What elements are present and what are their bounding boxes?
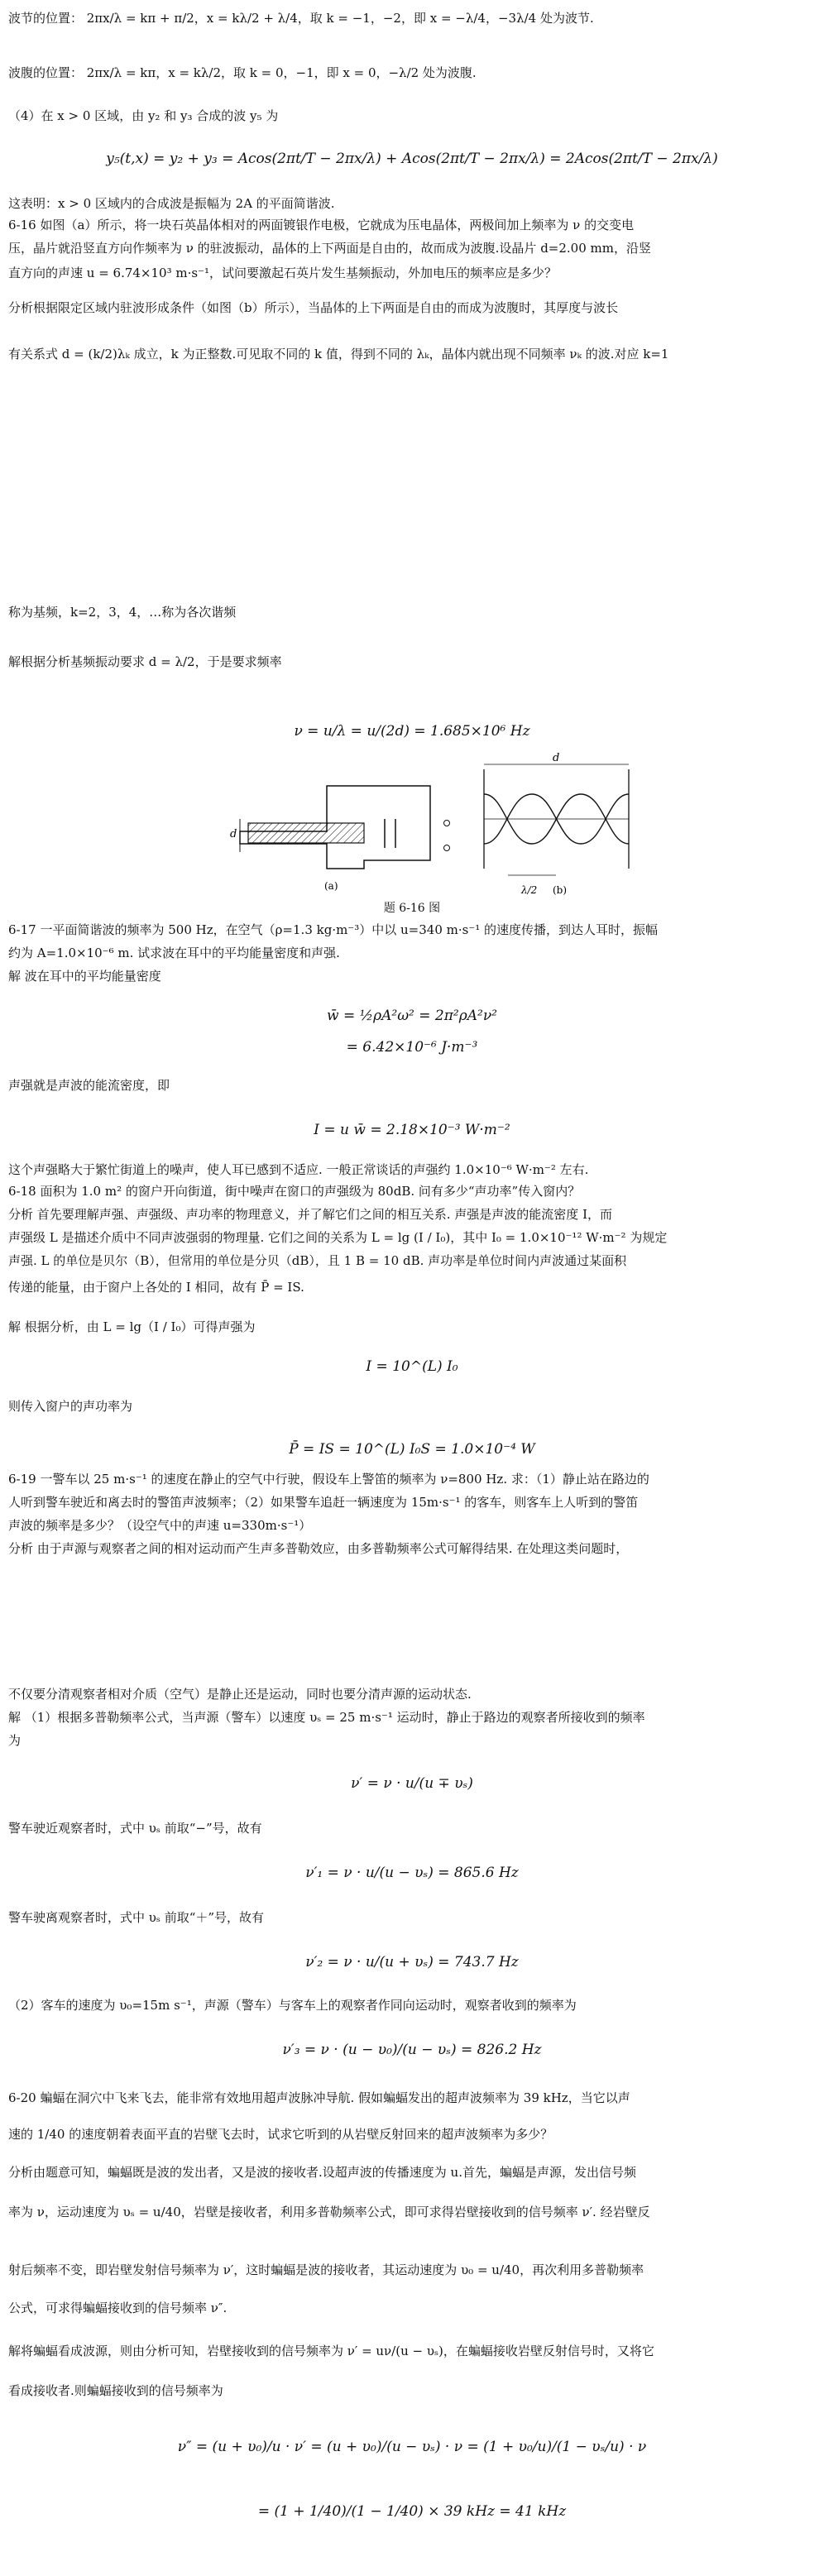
text-line: 波节的位置： 2πx/λ = kπ + π/2，x = kλ/2 + λ/4，取 k = −1，−2，即 x = −λ/4，−3λ/4 处为波节.: [8, 11, 594, 26]
equation-line: ν′₁ = ν · u/(u − υₛ) = 865.6 Hz: [305, 1865, 519, 1881]
text-line: 率为 ν，运动速度为 υₛ = u/40，岩壁是接收者，利用多普勒频率公式，即可求得岩壁接收到的信号频率 ν′. 经岩壁反: [8, 2205, 650, 2219]
text-line: 公式，可求得蝙蝠接收到的信号频率 ν″.: [8, 2301, 228, 2315]
text-line: 警车驶近观察者时，式中 υₛ 前取“−”号，故有: [8, 1821, 262, 1836]
text-line: 分析由题意可知，蝙蝠既是波的发出者，又是波的接收者.设超声波的传播速度为 u.首先，蝙蝠是声源，发出信号频: [8, 2165, 636, 2180]
equation-line: ν″ = (u + υ₀)/u · ν′ = (u + υ₀)/(u − υₛ) · ν = (1 + υ₀/u)/(1 − υₛ/u) · ν: [177, 2439, 647, 2455]
text-line: 压，晶片就沿竖直方向作频率为 ν 的驻波振动，晶体的上下两面是自由的，故而成为波腹.设晶片 d=2.00 mm，沿竖: [8, 241, 651, 256]
label-d-b: d: [553, 752, 560, 764]
text-line: 为: [8, 1733, 22, 1748]
text-line: 人听到警车驶近和离去时的警笛声波频率；（2）如果警车追赶一辆速度为 15m·s⁻¹ 的客车，则客车上人听到的警笛: [8, 1495, 639, 1510]
figure-a: [230, 786, 450, 892]
text-line: 声强就是声波的能流密度，即: [8, 1078, 170, 1093]
text-line: 解 根据分析，由 L = lg（I / I₀）可得声强为: [8, 1319, 256, 1334]
equation-line: = (1 + 1/40)/(1 − 1/40) × 39 kHz = 41 kHz: [257, 2503, 567, 2520]
text-line: 看成接收者.则蝙蝠接收到的信号频率为: [8, 2383, 223, 2398]
text-line: 传递的能量，由于窗户上各处的 I 相同，故有 P̄ = IS.: [8, 1280, 304, 1295]
text-line: 6-17 一平面简谐波的频率为 500 Hz，在空气（ρ=1.3 kg·m⁻³）中以 u=340 m·s⁻¹ 的速度传播，到达人耳时，振幅: [8, 922, 659, 937]
text-line: 解将蝙蝠看成波源，则由分析可知，岩壁接收到的信号频率为 ν′ = uν/(u − υₛ)，在蝙蝠接收岩壁反射信号时，又将它: [8, 2344, 654, 2358]
equation-line: = 6.42×10⁻⁶ J·m⁻³: [346, 1039, 478, 1056]
text-line: 声强. L 的单位是贝尔（B），但常用的单位是分贝（dB），且 1 B = 10 dB. 声功率是单位时间内声波通过某面积: [8, 1253, 627, 1268]
equation-line: I = u w̄ = 2.18×10⁻³ W·m⁻²: [314, 1122, 510, 1138]
text-line: 6-20 蝙蝠在洞穴中飞来飞去，能非常有效地用超声波脉冲导航. 假如蝙蝠发出的超声波频率为 39 kHz，当它以声: [8, 2090, 630, 2105]
text-line: （2）客车的速度为 υ₀=15m s⁻¹，声源（警车）与客车上的观察者作同向运动时，观察者收到的频率为: [8, 1998, 577, 2013]
text-line: 不仅要分清观察者相对介质（空气）是静止还是运动，同时也要分清声源的运动状态.: [8, 1687, 472, 1702]
equation-line: ν = u/λ = u/(2d) = 1.685×10⁶ Hz: [294, 723, 530, 740]
text-line: 警车驶离观察者时，式中 υₛ 前取“＋”号，故有: [8, 1910, 265, 1925]
equation-line: w̄ = ½ρA²ω² = 2π²ρA²ν²: [327, 1008, 497, 1024]
text-line: 速的 1/40 的速度朝着表面平直的岩壁飞去时，试求它听到的从岩壁反射回来的超声波频率为多少？: [8, 2127, 553, 2142]
text-line: 解 波在耳中的平均能量密度: [8, 969, 161, 984]
text-line: 分析根据限定区域内驻波形成条件（如图（b）所示），当晶体的上下两面是自由的而成为波腹时，其厚度与波长: [8, 300, 619, 315]
text-line: 分析 由于声源与观察者之间的相对运动而产生声多普勒效应，由多普勒频率公式可解得结果. 在处理这类问题时，: [8, 1541, 629, 1556]
text-line: （4）在 x > 0 区域，由 y₂ 和 y₃ 合成的波 y₅ 为: [8, 108, 279, 123]
label-b: (b): [553, 884, 568, 896]
crystal-slab: [248, 823, 364, 843]
standing-wave-1: [484, 794, 629, 844]
text-line: 解根据分析基频振动要求 d = λ/2，于是要求频率: [8, 654, 282, 669]
text-line: 波腹的位置： 2πx/λ = kπ，x = kλ/2，取 k = 0，−1，即 x = 0，−λ/2 处为波腹.: [8, 65, 477, 80]
text-line: 有关系式 d = (k/2)λₖ 成立，k 为正整数.可见取不同的 k 值，得到不同的 λₖ，晶体内就出现不同频率 νₖ 的波.对应 k=1: [8, 347, 669, 362]
text-line: 6-16 如图（a）所示，将一块石英晶体相对的两面镀银作电极，它就成为压电晶体，两极间加上频率为 ν 的交变电: [8, 218, 635, 232]
text-line: 射后频率不变，即岩壁发射信号频率为 ν′，这时蝙蝠是波的接收者，其运动速度为 υ₀ = u/40，再次利用多普勒频率: [8, 2262, 644, 2277]
equation-line: P̄ = IS = 10^(L) I₀S = 1.0×10⁻⁴ W: [289, 1441, 535, 1458]
equation-line: I = 10^(L) I₀: [366, 1358, 458, 1375]
text-line: 约为 A=1.0×10⁻⁶ m. 试求波在耳中的平均能量密度和声强.: [8, 946, 340, 960]
equation-line: y₅(t,x) = y₂ + y₃ = Acos(2πt/T − 2πx/λ) + Acos(2πt/T − 2πx/λ) = 2Acos(2πt/T − 2πx/λ): [106, 151, 718, 167]
text-line: 6-18 面积为 1.0 m² 的窗户开向街道，街中噪声在窗口的声强级为 80dB. 问有多少“声功率”传入窗内？: [8, 1184, 581, 1199]
equation-line: ν′ = ν · u/(u ∓ υₛ): [351, 1775, 473, 1792]
equation-line: ν′₃ = ν · (u − υ₀)/(u − υₛ) = 826.2 Hz: [282, 2042, 542, 2058]
label-lambda-half: λ/2: [521, 884, 538, 896]
text-line: 声波的频率是多少？（设空气中的声速 u=330m·s⁻¹）: [8, 1518, 312, 1533]
text-line: 解 （1）根据多普勒频率公式，当声源（警车）以速度 υₛ = 25 m·s⁻¹ 运动时，静止于路边的观察者所接收到的频率: [8, 1710, 645, 1725]
figure-b: [484, 752, 629, 896]
text-line: 6-19 一警车以 25 m·s⁻¹ 的速度在静止的空气中行驶，假设车上警笛的频率为 ν=800 Hz. 求：（1）静止站在路边的: [8, 1472, 649, 1487]
text-line: 题 6-16 图: [383, 902, 441, 915]
text-line: 称为基频，k=2，3，4，…称为各次谐频: [8, 605, 237, 620]
label-d-a: d: [230, 828, 237, 840]
text-line: 声强级 L 是描述介质中不同声波强弱的物理量. 它们之间的关系为 L = lg (I / I₀)，其中 I₀ = 1.0×10⁻¹² W·m⁻² 为规定: [8, 1230, 668, 1245]
text-line: 则传入窗户的声功率为: [8, 1399, 133, 1414]
text-line: 这表明：x > 0 区域内的合成波是振幅为 2A 的平面简谐波.: [8, 196, 335, 211]
text-line: 这个声强略大于繁忙街道上的噪声，使人耳已感到不适应. 一般正常谈话的声强约 1.0×10⁻⁶ W·m⁻² 左右.: [8, 1162, 589, 1177]
equation-line: ν′₂ = ν · u/(u + υₛ) = 743.7 Hz: [305, 1954, 519, 1970]
text-line: 分析 首先要理解声强、声强级、声功率的物理意义，并了解它们之间的相互关系. 声强是声波的能流密度 I，而: [8, 1207, 613, 1222]
text-line: 直方向的声速 u = 6.74×10³ m·s⁻¹，试问要激起石英片发生基频振动，外加电压的频率应是多少？: [8, 266, 557, 280]
standing-wave-2: [484, 794, 629, 844]
label-a: (a): [324, 880, 338, 892]
